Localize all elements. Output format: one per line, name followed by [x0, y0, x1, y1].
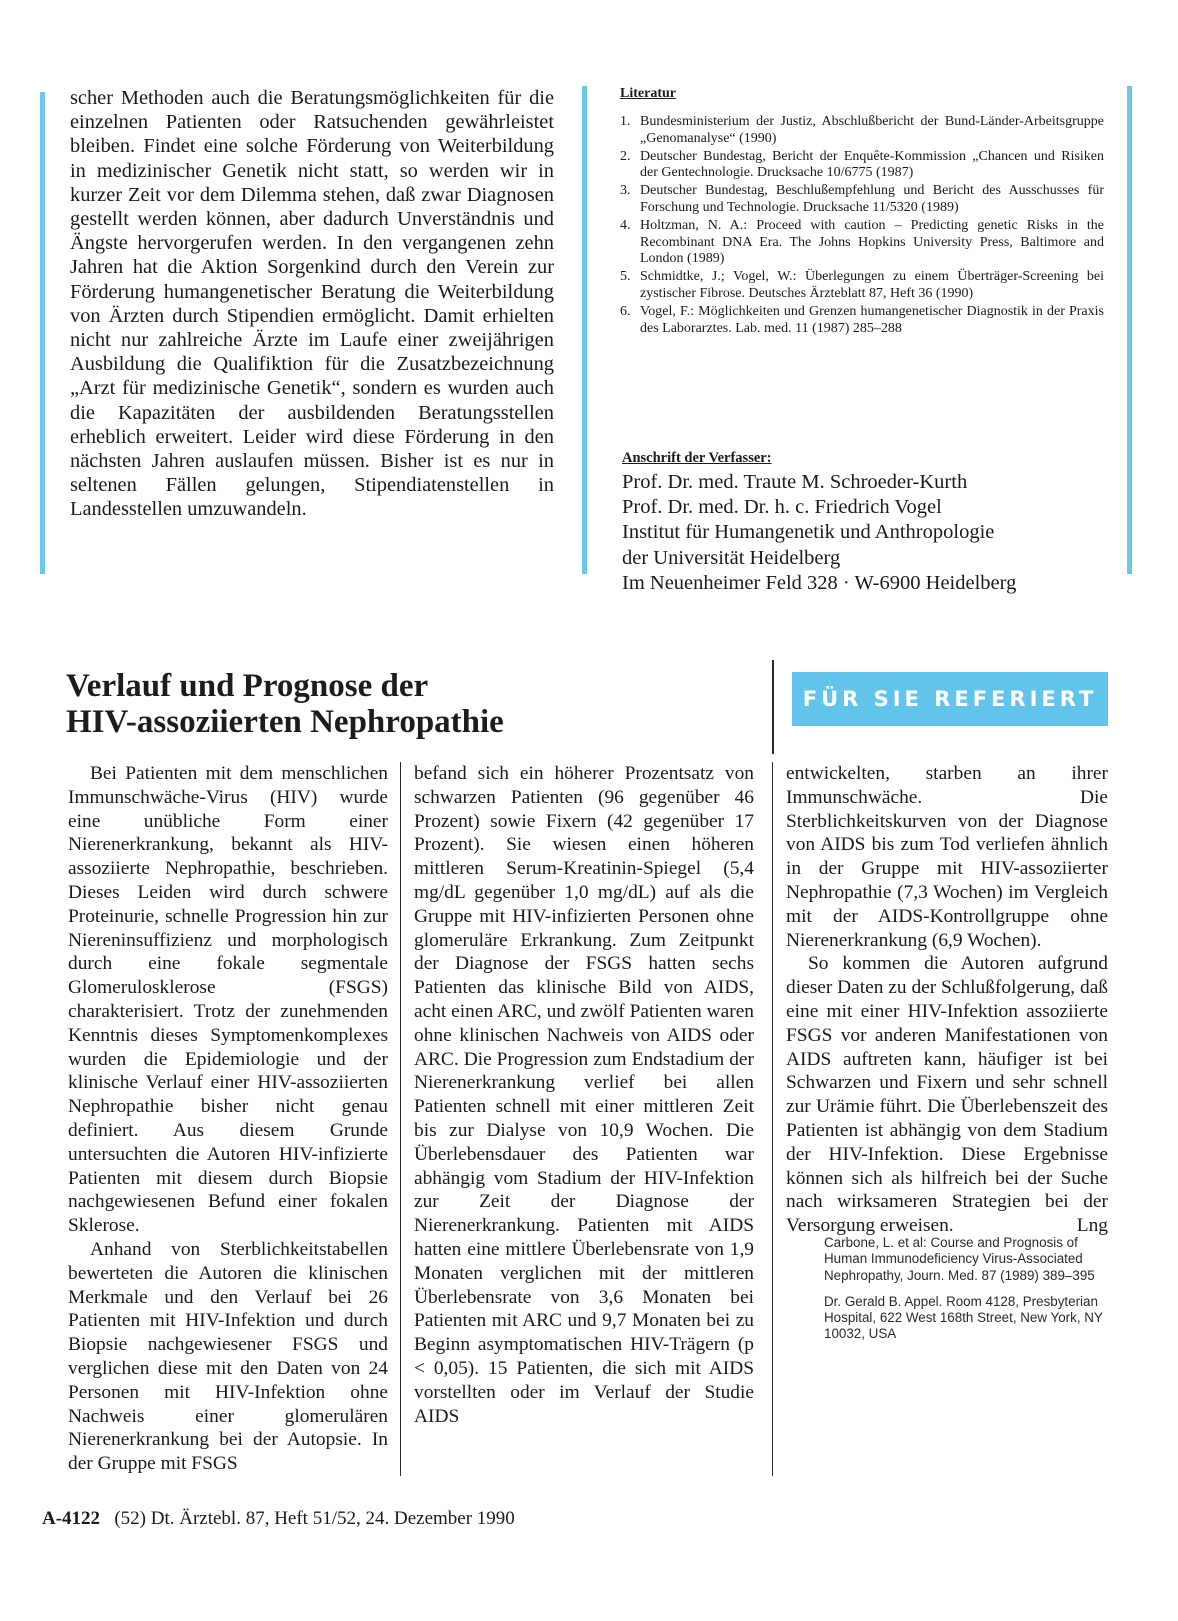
paragraph: Bei Patienten mit dem menschlichen Immunschwäche-Virus (HIV) wurde eine unübliche Form einer Nierenerkrankung, bekannt als HIV-assoziierte Nephropathie, beschrieben. Dieses Leiden wird durch schwere Proteinurie, schnelle Progression hin zur Niereninsuffizienz und morphologisch durch eine fokale segmentale Glomerulosklerose (FSGS) charakterisiert. Trotz der zunehmenden Kenntnis dieses Symptomenkomplexes wurden die Epidemiologie und der klinische Verlauf einer HIV-assoziierten Nephropathie bisher nicht genau definiert. Aus diesem Grunde untersuchten die Autoren HIV-infizierte Patienten mit diesem durch Biopsie nachgewiesenen Befund einer fokalen Sklerose. [68, 763, 388, 1237]
citation-reference: Carbone, L. et al: Course and Prognosis of Human Immunodeficiency Virus-Associated Nephropathy, Journ. Med. 87 (1989) 389–395 [824, 1235, 1095, 1283]
citation-block [824, 1235, 1108, 1353]
literature-item: 1. Bundesministerium der Justiz, Abschlußbericht der Bund-Länder-Arbeitsgruppe „Genomanalyse“ (1990) [620, 114, 1104, 146]
column-divider [772, 762, 773, 1476]
address-line: Im Neuenheimer Feld 328 · W-6900 Heidelberg [622, 571, 1017, 594]
literature-item: 2. Deutscher Bundestag, Bericht der Enquête-Kommission „Chancen und Risiken der Gentechnologie. Drucksache 10/6775 (1987) [620, 148, 1104, 181]
right-accent-bar [1127, 86, 1132, 574]
author-signature: Lng [1076, 1215, 1108, 1237]
middle-accent-bar [582, 86, 587, 574]
article-column-2 [414, 762, 754, 1428]
article-column-3 [786, 762, 1108, 1238]
article-column-1 [68, 762, 388, 1476]
author-address [622, 470, 1016, 596]
literature-item: 5. Schmidtke, J.; Vogel, W.: Überlegungen zu einem Überträger-Screening bei zystischer Fibrose. Deutsches Ärzteblatt 87, Heft 36 (1990) [620, 269, 1104, 301]
page-code: A-4122 [42, 1508, 101, 1529]
address-heading: Anschrift der Verfasser: [622, 450, 772, 466]
address-line: Institut für Humangenetik und Anthropologie [622, 521, 995, 544]
literature-item: 3. Deutscher Bundestag, Beschlußempfehlung und Bericht des Ausschusses für Forschung und Technologie. Drucksache 11/5320 (1989) [620, 183, 1104, 215]
article-headline: Verlauf und Prognose der HIV-assoziierten Nephropathie [66, 668, 504, 740]
left-accent-bar [40, 92, 45, 574]
page-footer [42, 1508, 515, 1530]
continued-article-text: scher Methoden auch die Beratungsmöglichkeiten für die einzelnen Patienten oder Ratsuchenden gewährleistet bleiben. Findet eine solche Förderung von Weiterbildung in medizinischer Genetik nicht statt, so werden wir in kurzer Zeit vor dem Dilemma stehen, daß zwar Diagnosen gestellt werden können, aber dadurch Unverständnis und Ängste hervorgerufen werden. In den vergangenen zehn Jahren hat die Aktion Sorgenkind durch den Verein zur Förderung humangenetischer Beratung die Weiterbildung von Ärzten durch Stipendien ermöglicht. Damit erhielten nicht nur zahlreiche Ärzte im Laufe einer zweijährigen Ausbildung die Qualifiktion für die Zusatzbezeichnung „Arzt für medizinische Genetik“, sondern es wurden auch die Kapazitäten der ausbildenden Beratungsstellen erheblich erweitert. Leider wird diese Förderung in den nächsten Jahren auslaufen müssen. Bisher ist es nur in seltenen Fällen gelungen, Stipendiatenstellen in Landesstellen umzuwandeln. [70, 87, 554, 521]
column-divider [400, 762, 401, 1476]
address-line: der Universität Heidelberg [622, 546, 841, 569]
literature-item: 6. Vogel, F.: Möglichkeiten und Grenzen humangenetischer Diagnostik in der Praxis des Laborarztes. Lab. med. 11 (1987) 285–288 [620, 303, 1104, 336]
literature-heading: Literatur [620, 86, 676, 101]
paragraph: entwickelten, starben an ihrer Immunschwäche. Die Sterblichkeitskurven von der Diagnose von AIDS bis zum Tod verliefen ähnlich in der Gruppe mit HIV-assoziierter Nephropathie (7,3 Wochen) im Vergleich mit der AIDS-Kontrollgruppe ohne Nierenerkrankung (6,9 Wochen). [786, 763, 1108, 951]
section-badge: FÜR SIE REFERIERT [792, 672, 1108, 726]
paragraph: Anhand von Sterblichkeitstabellen bewerteten die Autoren die klinischen Merkmale und den Verlauf bei 26 Patienten mit HIV-Infektion und durch Biopsie nachgewiesener FSGS und verglichen diese mit den Daten von 24 Personen mit HIV-Infektion ohne Nachweis einer glomerulären Nierenerkrankung bei der Autopsie. In der Gruppe mit FSGS [68, 1238, 388, 1475]
address-line: Prof. Dr. med. Traute M. Schroeder-Kurth [622, 471, 968, 493]
literature-list [620, 114, 1104, 338]
paragraph: So kommen die Autoren aufgrund dieser Daten zu der Schlußfolgerung, daß eine mit einer HIV-Infektion assoziierte FSGS vor anderen Manifestationen von AIDS auftreten kann, häufiger ist bei Schwarzen und Fixern und sehr schnell zur Urämie führt. Die Überlebenszeit des Patienten ist abhängig von dem Stadium der HIV-Infektion. Diese Ergebnisse können sich als hilfreich bei der Suche nach wirksameren Strategien bei der Versorgung erweisen. Lng [786, 953, 1108, 1237]
citation-address: Dr. Gerald B. Appel. Room 4128, Presbyterian Hospital, 622 West 168th Street, New York, NY 10032, USA [824, 1293, 1103, 1342]
paragraph: befand sich ein höherer Prozentsatz von schwarzen Patienten (96 gegenüber 46 Prozent) sowie Fixern (42 gegenüber 17 Prozent). Sie wiesen einen höheren mittleren Serum-Kreatinin-Spiegel (5,4 mg/dL gegenüber 1,0 mg/dL) auf als die Gruppe mit HIV-infizierten Personen ohne glomeruläre Erkrankung. Zum Zeitpunkt der Diagnose der FSGS hatten sechs Patienten das klinische Bild von AIDS, acht einen ARC, und zwölf Patienten waren ohne klinischen Nachweis von AIDS oder ARC. Die Progression zum Endstadium der Nierenerkrankung verlief bei allen Patienten schnell mit einer mittleren Zeit bis zur Dialyse von 10,9 Wochen. Die Überlebensdauer des Patienten war abhängig vom Stadium der HIV-Infektion zur Zeit der Diagnose der Nierenerkrankung. Patienten mit AIDS hatten eine mittlere Überlebensrate von 1,9 Monaten verglichen mit der mittleren Überlebensrate von 3,6 Monaten bei Patienten mit ARC und 9,7 Monaten bei zu Beginn asymptomatischen HIV-Trägern (p < 0,05). 15 Patienten, die sich mit AIDS vorstellten oder im Verlauf der Studie AIDS [414, 763, 754, 1427]
literature-item: 4. Holtzman, N. A.: Proceed with caution – Predicting genetic Risks in the Recombinant DNA Era. The Johns Hopkins University Press, Baltimore and London (1989) [620, 217, 1104, 267]
headline-divider [772, 660, 774, 754]
journal-reference: (52) Dt. Ärztebl. 87, Heft 51/52, 24. Dezember 1990 [114, 1508, 515, 1529]
address-line: Prof. Dr. med. Dr. h. c. Friedrich Vogel [622, 496, 942, 519]
